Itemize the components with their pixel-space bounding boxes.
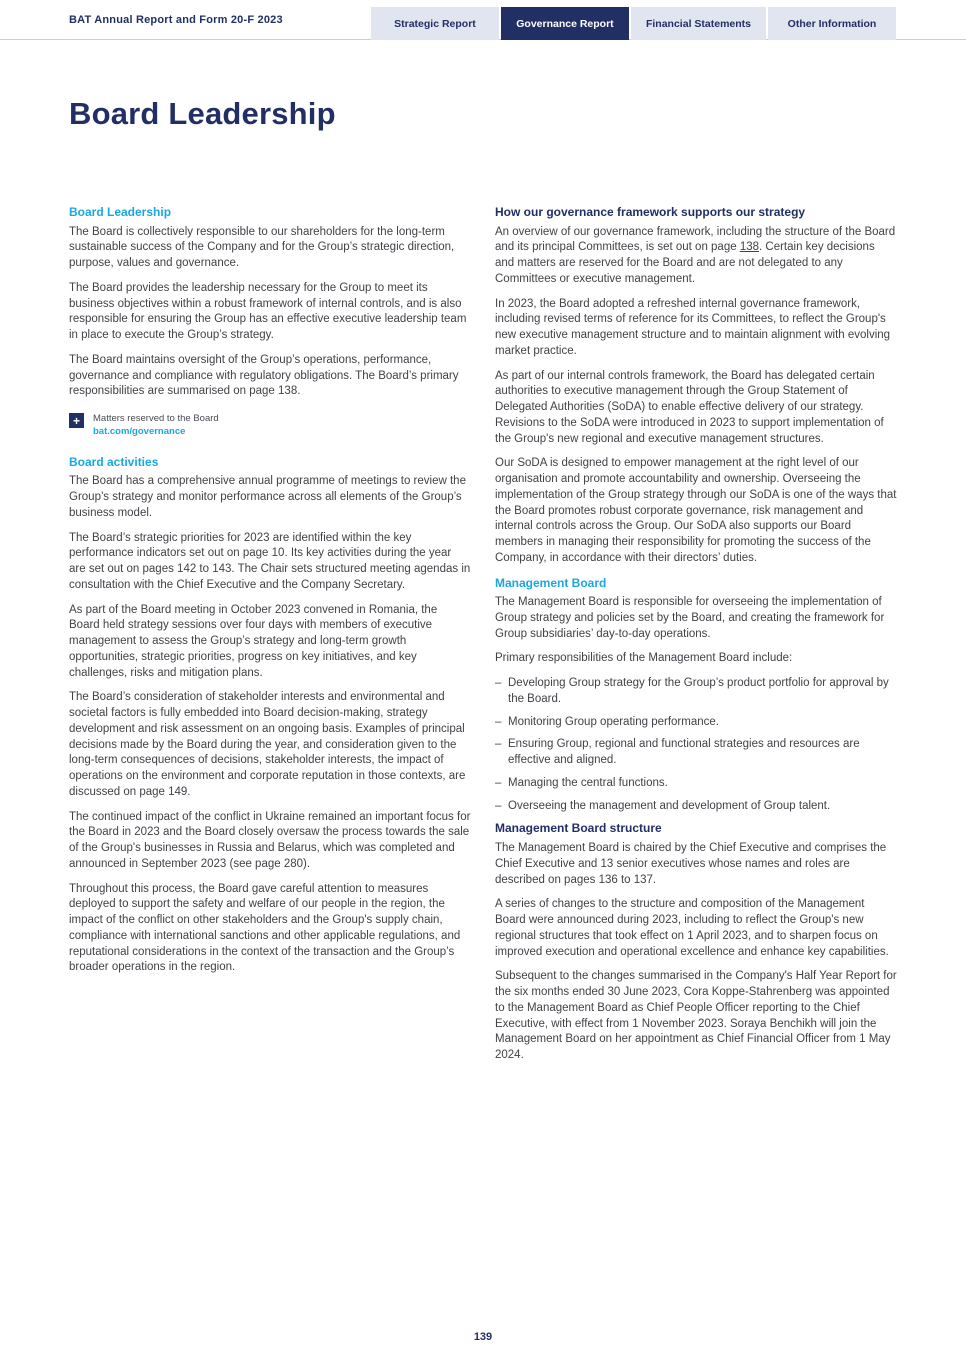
list-item: – Overseeing the management and development of Group talent. [495,799,897,815]
page-title: Board Leadership [69,96,336,131]
paragraph: Primary responsibilities of the Management Board include: [495,652,793,665]
paragraph-text: . Certain key decisions and matters are reserved for the Board and are not delegated to any Committees or executive management. [495,241,875,285]
governance-link[interactable]: bat.com/governance [93,426,186,438]
paragraph: Subsequent to the changes summarised in the Company's Half Year Report for the six months ended 30 June 2023, Cora Koppe-Stahrenberg was appointed to the Management Board as Chief People Officer reporting to the Chief Executive, with effect from 1 November 2023. Soraya Benchikh will join the Management Board on her appointment as Chief Financial Officer from 1 May 2024. [495,970,897,1062]
section-heading-governance-framework: How our governance framework supports our strategy [495,205,806,219]
matters-reserved-callout [69,413,471,439]
paragraph: Throughout this process, the Board gave careful attention to measures deployed to support the safety and welfare of our people in the region, the impact of the conflict on other stakeholders and the Group's supply chain, compliance with international sanctions and other applicable regulations, and reputational considerations in the context of the transaction and the Group’s broader operations in the region. [69,882,461,974]
section-heading-board-leadership: Board Leadership [69,205,172,219]
paragraph: The Board is collectively responsible to our shareholders for the long-term sustainable success of the Company and for the Group’s strategic direction, purpose, values and governance. [69,225,455,270]
callout-label: Matters reserved to the Board [93,413,219,425]
tab-strategic-report[interactable]: Strategic Report [371,7,499,40]
paragraph: As part of the Board meeting in October 2023 convened in Romania, the Board held strategy sessions over four days with members of executive management to assess the Group’s strategy and long-term growth opportunities, strategic priorities, progress on key initiatives, and key challenges, risks and mitigation plans. [69,603,438,679]
paragraph: The Board maintains oversight of the Group’s operations, performance, governance and compliance with regulatory obligations. The Board’s primary responsibilities are summarised on page 138. [69,353,459,398]
right-column [495,205,897,1073]
page-number: 139 [473,1331,493,1343]
paragraph-text: An overview of our governance framework, including the structure of the Board and its principal Committees, is set out on page [495,225,896,254]
list-item: – Monitoring Group operating performance. [495,715,897,731]
tab-financial-statements[interactable]: Financial Statements [631,7,766,40]
left-column [69,205,471,1073]
tab-governance-report[interactable]: Governance Report [501,7,629,40]
list-item: – Developing Group strategy for the Group’s product portfolio for approval by the Board. [495,676,897,708]
section-heading-board-activities: Board activities [69,454,159,469]
paragraph: In 2023, the Board adopted a refreshed internal governance framework, including revised terms of reference for its Committees, to reflect the Group's new executive management structure and to maintain alignment with evolving market practice. [495,297,891,357]
management-board-responsibilities [495,676,897,814]
report-section-tabs [371,7,896,40]
paragraph: As part of our internal controls framework, the Board has delegated certain authorities to executive management through the Group Statement of Delegated Authorities (SoDA) to enable effective delivery of our strategy. Revisions to the SoDA were introduced in 2023 to support implementation of the Group's new regional and executive management structures. [495,369,884,445]
plus-icon: + [69,413,84,428]
paragraph [495,225,897,288]
paragraph: The Board has a comprehensive annual programme of meetings to review the Group’s strategy and monitor performance across all elements of the Group’s business model. [69,475,466,519]
paragraph: A series of changes to the structure and composition of the Management Board were announced during 2023, including to reflect the Group's new regional structures that took effect on 1 April 2023, and to sharpen focus on improved execution and operational excellence and enhance key capabilities. [495,898,889,958]
paragraph: The Board’s strategic priorities for 2023 are identified within the key performance indicators set out on page 10. Its key activities during the year are set out on pages 142 to 143. The Chair sets structured meeting agendas in consultation with the Chief Executive and the Company Secretary. [69,531,471,591]
header-bar [0,0,966,40]
page-138-link[interactable]: 138 [739,241,760,254]
report-title: BAT Annual Report and Form 20-F 2023 [69,13,283,26]
list-item: – Managing the central functions. [495,776,897,792]
paragraph: The Management Board is chaired by the Chief Executive and comprises the Chief Executive and 13 senior executives whose names and roles are described on pages 136 to 137. [495,842,887,886]
page-content [0,40,966,1073]
tab-other-information[interactable]: Other Information [768,7,896,40]
paragraph: The Board’s consideration of stakeholder interests and environmental and societal factors is fully embedded into Board decision-making, strategy development and risk assessment on an ongoing basis. Examples of principal decisions made by the Board during the year, and consideration given to the long-term consequences of decisions, stakeholder interests, the impact of operations on the environment and corporate reputation in those contexts, are discussed on page 149. [69,691,466,798]
two-column-layout [69,205,897,1073]
callout-text [93,413,219,439]
paragraph: The Board provides the leadership necessary for the Group to meet its business objectives within a robust framework of internal controls, and is also responsible for ensuring the Group has an effective executive leadership team in place to execute the Group’s strategy. [69,281,467,342]
paragraph: Our SoDA is designed to empower management at the right level of our organisation and promote accountability and ownership. Overseeing the implementation of the Group strategy through our SoDA is one of the ways that the Board promotes robust corporate governance, risk management and internal controls across the Group. Our SoDA also supports our Board members in managing their responsibility for promoting the success of the Company, in accordance with their directors’ duties. [495,457,897,564]
section-heading-management-board: Management Board [495,575,607,590]
paragraph: The continued impact of the conflict in Ukraine remained an important focus for the Board in 2023 and the Board closely oversaw the process towards the sale of the Group's businesses in Russia and Belarus, which was completed and announced in September 2023 (see page 280). [69,810,471,870]
page-footer [0,1327,966,1345]
paragraph: The Management Board is responsible for overseeing the implementation of Group strategy and policies set by the Board, and creating the framework for Group subsidiaries’ day-to-day operations. [495,596,885,640]
section-heading-management-board-structure: Management Board structure [495,821,662,836]
list-item: – Ensuring Group, regional and functional strategies and resources are effective and aligned. [495,737,897,769]
